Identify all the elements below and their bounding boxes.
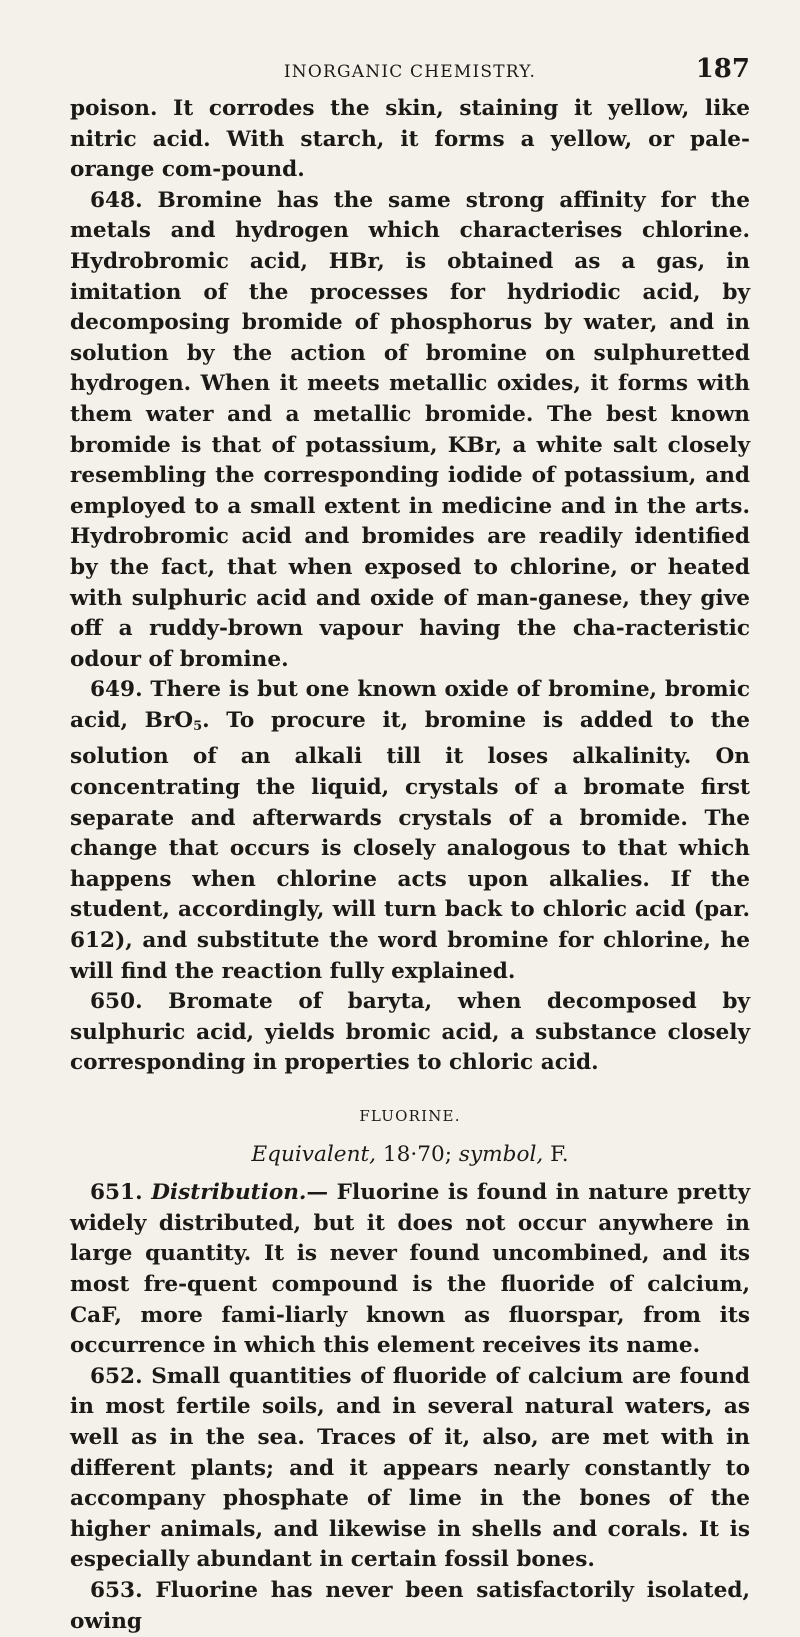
page-number: 187 [695, 54, 750, 84]
paragraph-continued: poison. It corrodes the skin, staining it yellow, like nitric acid. With starch, it forms a yellow, or pale-orange com-pound. [70, 96, 750, 183]
p649-text-end: . To procure it, bromine is added to the solution of an alkali till it loses alkalinity. On concentrating the liquid, crystals of a bromate first separate and afterwards crystals of a bromide. The change that occurs is closely analogous to that which happens when chlorine acts upon alkalies. If the student, accordingly, will turn back to chloric acid (par. 612), and substitute the word bromine for chlorine, he will find the reaction fully explained. [70, 707, 750, 984]
p651-text: — Fluorine is found in nature pretty widely distributed, but it does not occur anywhere in large quantity. It is never found uncombined, and its most fre-quent compound is the fluoride of calcium, CaF, more fami-liarly known as fluorspar, from its occurrence in which this element receives its name. [70, 1180, 750, 1359]
p651-number: 651. [90, 1180, 143, 1206]
paragraph-653: 653. Fluorine has never been satisfactorily isolated, owing [70, 1577, 750, 1634]
running-head: INORGANIC CHEMISTRY. [283, 62, 537, 82]
p651-heading: Distribution. [151, 1180, 307, 1206]
symbol-value: F. [550, 1141, 569, 1167]
paragraph-652: 652. Small quantities of fluoride of calcium are found in most fertile soils, and in several natural waters, as well as in the sea. Traces of it, also, are met with in different plants; and it appears nearly constantly to accompany phosphate of lime in the bones of the higher animals, and likewise in shells and corals. It is especially abundant in certain fossil bones. [70, 1363, 750, 1573]
page-body [70, 94, 750, 1637]
paragraph-648: 648. Bromine has the same strong affinity for the metals and hydrogen which characterises chlorine. Hydrobromic acid, HBr, is obtained as a gas, in imitation of the processes for hydriodic acid, by decomposing bromide of phosphorus by water, and in solution by the action of bromine on sulphuretted hydrogen. When it meets metallic oxides, it forms with them water and a metallic bromide. The best known bromide is that of potassium, KBr, a white salt closely resembling the corresponding iodide of potassium, and employed to a small extent in medicine and in the arts. Hydrobromic acid and bromides are readily identified by the fact, that when exposed to chlorine, or heated with sulphuric acid and oxide of man-ganese, they give off a ruddy-brown vapour having the cha-racteristic odour of bromine. [70, 187, 750, 672]
paragraph-649 [70, 675, 750, 987]
paragraph-651 [70, 1178, 750, 1362]
p649-text-start: 649. There is but one known oxide of bromine, bromic acid, BrO [70, 677, 750, 733]
equivalent-line [70, 1140, 750, 1171]
page-header [70, 48, 750, 88]
symbol-label: symbol, [458, 1141, 544, 1167]
p649-subscript: 5 [193, 718, 203, 734]
paragraph-650: 650. Bromate of baryta, when decomposed by sulphuric acid, yields bromic acid, a substance closely corresponding in properties to chloric acid. [70, 989, 750, 1076]
section-title: FLUORINE. [359, 1107, 461, 1125]
equivalent-label: Equivalent, [251, 1141, 377, 1167]
equivalent-value: 18·70; [382, 1141, 452, 1167]
